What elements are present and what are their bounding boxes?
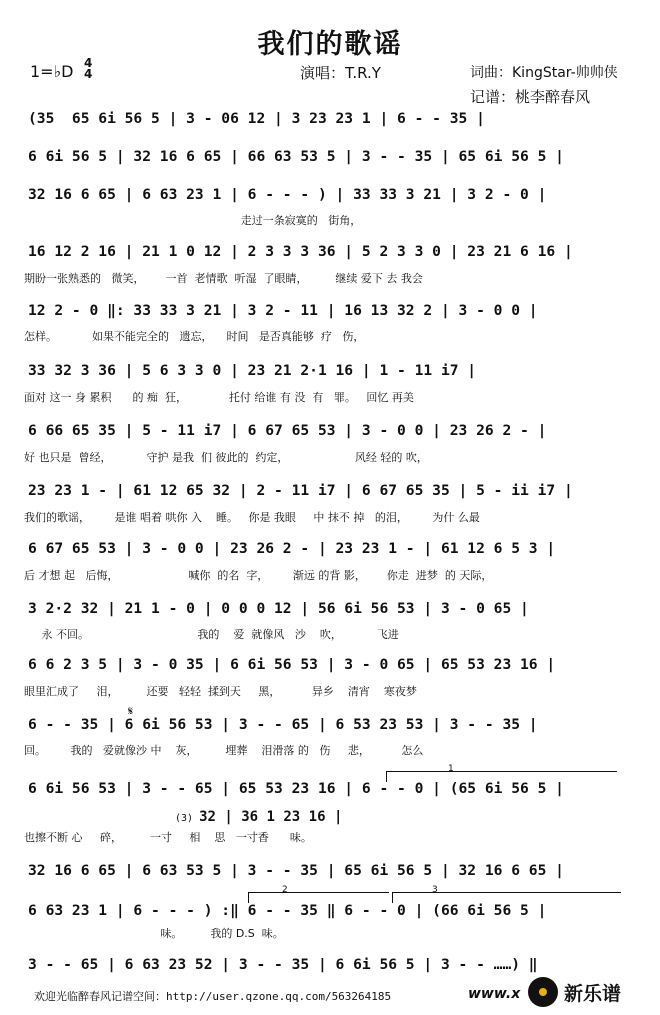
singer-credit: 演唱：T.R.Y — [300, 64, 381, 82]
lyric-row: 后 才想 起 后悔， 喊你 的名 字， 渐远 的背 影， 你走 进梦 的 天际， — [24, 569, 493, 582]
third-verse-label: (3) — [175, 813, 194, 824]
volta-number: 3 — [432, 885, 438, 895]
volta-number: 2 — [282, 885, 288, 895]
segno-icon: 𝄋 — [128, 704, 134, 718]
notation-row: 33 32 3 36 | 5 6 3 3 0 | 23 21 2·1 16 | 1 - 11 i7 | — [28, 362, 477, 379]
notation-row: 6 66 65 35 | 5 - 11 i7 | 6 67 65 53 | 3 - 0 0 | 23 26 2 - | — [28, 422, 547, 439]
notation-row: 32 16 6 65 | 6 63 53 5 | 3 - - 35 | 65 6i 56 5 | 32 16 6 65 | — [28, 862, 564, 879]
key-signature: 1=♭D — [30, 62, 74, 81]
brand-name: 新乐谱 — [564, 982, 622, 1005]
volta-bracket — [386, 771, 617, 782]
lyric-row: 也擦不断 心 碎， 一寸 相 思 一寸香 味。 — [24, 831, 312, 844]
lyric-row: 永 不回。 我的 爱 就像风 沙 吹， 飞进 — [24, 628, 399, 641]
notation-row: (35 65 6i 56 5 | 3 - 06 12 | 3 23 23 1 | 6 - - 35 | — [28, 110, 485, 127]
lyric-row: 期盼一张熟悉的 微笑， 一首 老情歌 听湿 了眼睛， 继续 爱下 去 我会 — [24, 272, 423, 285]
lyric-row: 好 也只是 曾经， 守护 是我 们 彼此的 约定， 风经 轻的 吹， — [24, 451, 428, 464]
lyric-row: 怎样。 如果不能完全的 遗忘， 时间 是否真能够 疗 伤， — [24, 330, 365, 343]
time-signature — [84, 58, 92, 80]
notation-row: 6 - - 35 | 6 6i 56 53 | 3 - - 65 | 6 53 23 53 | 3 - - 35 | — [28, 716, 538, 733]
time-top: 4 — [84, 56, 93, 70]
notation-row: 6 63 23 1 | 6 - - - ) :‖ 6 - - 35 ‖ 6 - - 0 | (66 6i 56 5 | — [28, 902, 547, 919]
notation-row: 3 2·2 32 | 21 1 - 0 | 0 0 0 12 | 56 6i 56 53 | 3 - 0 65 | — [28, 600, 529, 617]
footer-text: 欢迎光临醉春风记谱空间：http://user.qzone.qq.com/563264185 — [34, 990, 392, 1003]
notation-row: 32 16 6 65 | 6 63 23 1 | 6 - - - ) | 33 33 3 21 | 3 2 - 0 | — [28, 186, 547, 203]
notation-row: 12 2 - 0 ‖: 33 33 3 21 | 3 2 - 11 | 16 13 32 2 | 3 - 0 0 | — [28, 302, 538, 319]
transcriber-credit: 记谱：桃李醉春风 — [470, 88, 591, 106]
record-disc-icon — [528, 977, 558, 1007]
notation-row: 16 12 2 16 | 21 1 0 12 | 2 3 3 3 36 | 5 2 3 3 0 | 23 21 6 16 | — [28, 243, 573, 260]
lyric-row: 走过一条寂寞的 街角， — [24, 214, 362, 227]
composer-credit: 词曲：KingStar-帅帅侠 — [470, 65, 618, 81]
score-title: 我们的歌谣 — [257, 29, 403, 60]
lyric-row: 回。 我的 爱就像沙 中 灰， 埋葬 泪滑落 的 伤 悲， 怎么 — [24, 744, 424, 757]
lyric-row: 味。 我的 D.S 味。 — [24, 927, 284, 940]
notation-row: 23 23 1 - | 61 12 65 32 | 2 - 11 i7 | 6 67 65 35 | 5 - ii i7 | — [28, 482, 573, 499]
notation-row: 3 - - 65 | 6 63 23 52 | 3 - - 35 | 6 6i 56 5 | 3 - - ……) ‖ — [28, 956, 538, 973]
lyric-row: 我们的歌谣， 是谁 唱着 哄你 入 睡。 你是 我眼 中 抹不 掉 的泪， 为什 么最 — [24, 511, 480, 524]
volta-bracket — [392, 892, 621, 903]
time-bottom: 4 — [84, 67, 93, 81]
notation-row: 6 67 65 53 | 3 - 0 0 | 23 26 2 - | 23 23 1 - | 61 12 6 5 3 | — [28, 540, 556, 557]
lyric-row: 面对 这一 身 累积 的 痴 狂， 托付 给谁 有 没 有 罪。 回忆 再美 — [24, 391, 414, 404]
notation-row: 6 6i 56 5 | 32 16 6 65 | 66 63 53 5 | 3 - - 35 | 65 6i 56 5 | — [28, 148, 564, 165]
third-verse-notes — [175, 809, 342, 825]
brand-logo — [528, 974, 650, 1010]
site-watermark: www.x — [468, 986, 521, 1002]
lyric-row: 眼里汇成了 泪， 还要 轻轻 揉到天 黑， 异乡 清宵 寒夜梦 — [24, 685, 417, 698]
volta-number: 1 — [448, 764, 454, 774]
notation-row: 6 6i 56 53 | 3 - - 65 | 65 53 23 16 | 6 - - 0 | (65 6i 56 5 | — [28, 780, 564, 797]
notation-row: 6 6 2 3 5 | 3 - 0 35 | 6 6i 56 53 | 3 - 0 65 | 65 53 23 16 | — [28, 656, 556, 673]
third-verse-melody: 32 | 36 1 23 16 | — [199, 809, 343, 825]
volta-bracket — [248, 892, 389, 903]
